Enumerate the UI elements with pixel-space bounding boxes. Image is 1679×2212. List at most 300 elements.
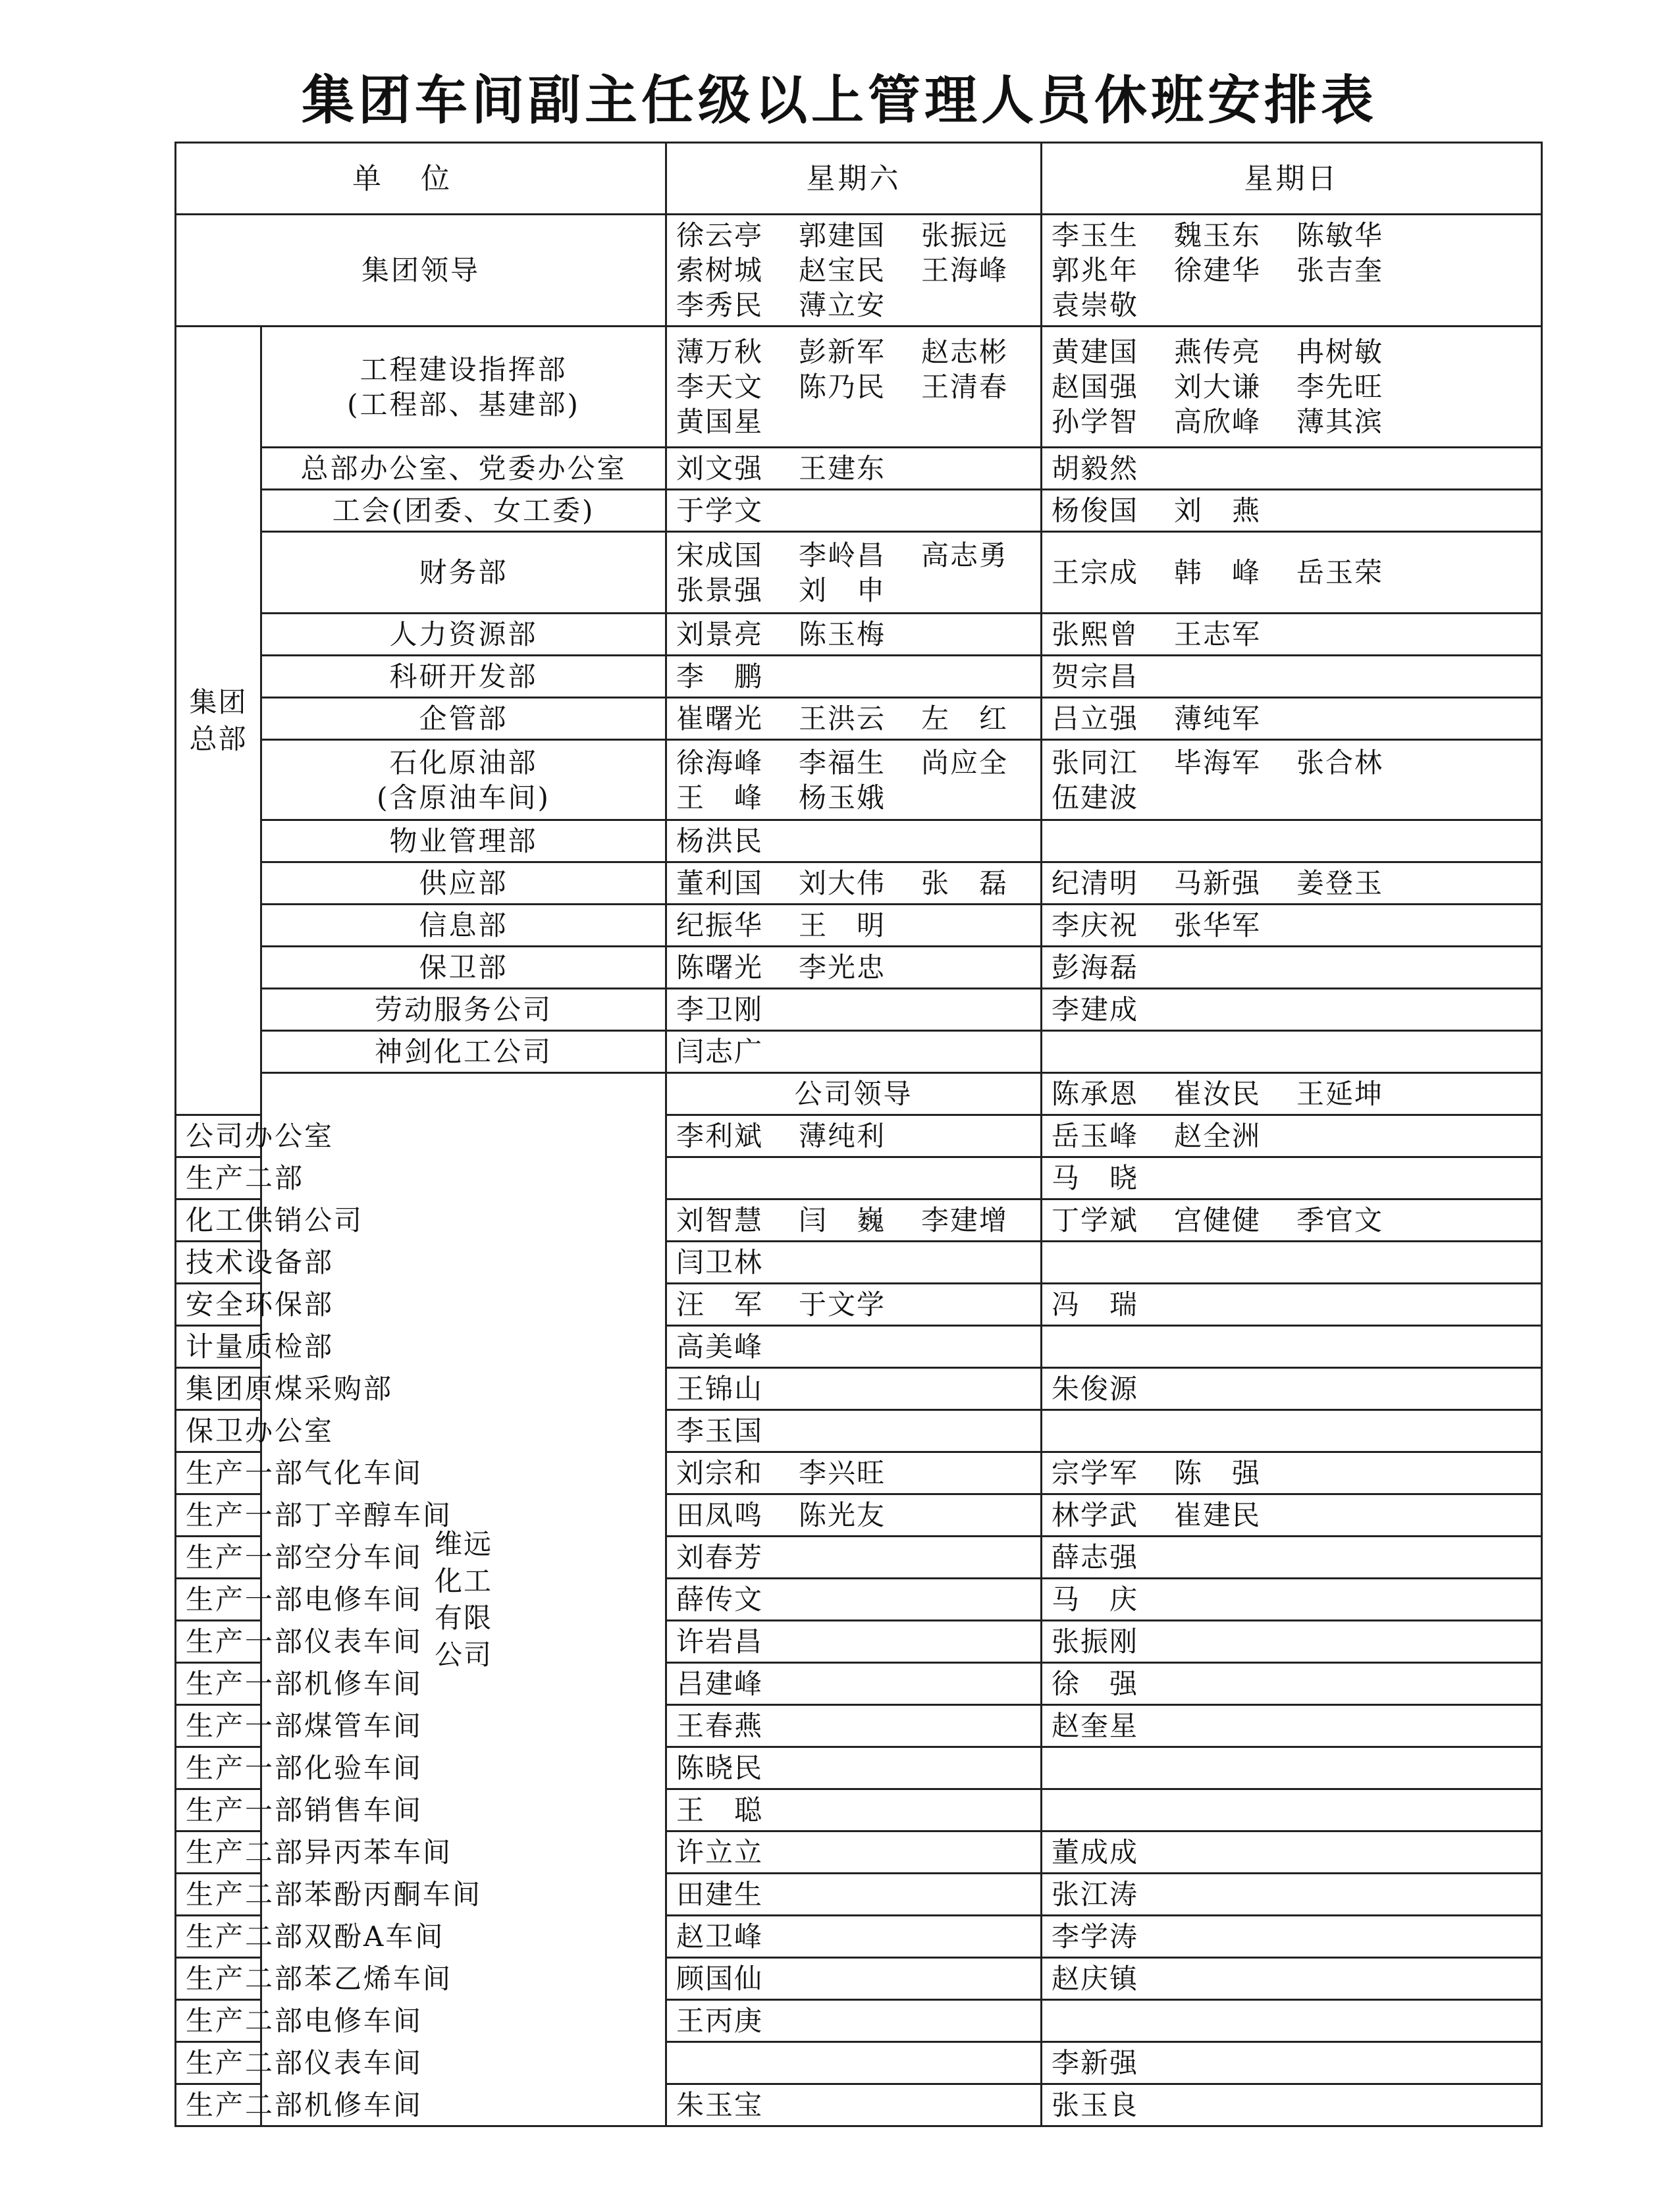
unit-cell: [176, 1537, 423, 1579]
saturday-cell: [666, 740, 1042, 820]
unit-label: 生产二部苯酚丙酮车间: [186, 1878, 483, 1910]
person-name: 刘 燕: [1174, 494, 1262, 527]
person-name: 伍建波: [1052, 781, 1139, 814]
person-name: 董利国: [676, 867, 764, 899]
unit-label: 生产二部双酚A车间: [186, 1920, 445, 1953]
person-name: 李卫刚: [676, 993, 764, 1026]
name-line: [676, 1287, 1031, 1322]
unit-cell: [261, 905, 666, 947]
person-name: 袁崇敬: [1052, 289, 1139, 321]
person-name: 刘大伟: [799, 867, 886, 899]
name-line: [676, 1624, 1031, 1659]
name-line: [676, 659, 1031, 694]
name-line: [1052, 745, 1532, 780]
sunday-cell: [1042, 1831, 1542, 1874]
person-name: 王锦山: [676, 1373, 764, 1405]
saturday-cell: [666, 862, 1042, 905]
person-name: 燕传亮: [1174, 336, 1262, 368]
table-row: [176, 740, 1542, 820]
person-name: 冯 瑞: [1052, 1288, 1139, 1321]
unit-cell: [176, 1705, 423, 1747]
table-row: [176, 2084, 1542, 2126]
saturday-cell: [666, 1199, 1042, 1242]
person-name: 薄纯军: [1174, 702, 1262, 735]
person-name: 赵卫峰: [676, 1920, 764, 1953]
unit-cell: [261, 862, 666, 905]
person-name: 王春燕: [676, 1710, 764, 1742]
unit-label: 技术设备部: [186, 1246, 334, 1278]
saturday-cell: [666, 698, 1042, 740]
unit-cell: [261, 740, 666, 820]
name-line: [676, 1371, 1031, 1406]
page-title: 集团车间副主任级以上管理人员休班安排表: [302, 70, 1377, 131]
table-row: [176, 2042, 1542, 2084]
saturday-cell: [666, 1242, 1042, 1284]
unit-label: (含原油车间): [377, 781, 550, 814]
person-name: 马 庆: [1052, 1583, 1139, 1616]
person-name: 胡毅然: [1052, 452, 1139, 485]
sunday-cell: [1042, 1157, 1542, 1199]
person-name: 于学文: [676, 494, 764, 527]
person-name: 刘大谦: [1174, 371, 1262, 403]
person-name: 张振刚: [1052, 1625, 1139, 1658]
saturday-cell: [666, 947, 1042, 989]
saturday-cell: [666, 1368, 1042, 1410]
unit-cell: [176, 1789, 423, 1831]
name-line: [676, 1498, 1031, 1533]
sunday-cell: [1042, 1874, 1542, 1916]
person-name: 宫健健: [1174, 1204, 1262, 1236]
saturday-cell: [666, 448, 1042, 490]
person-name: 黄国星: [676, 406, 764, 438]
unit-label: (工程部、基建部): [347, 388, 580, 421]
person-name: 王 峰: [676, 781, 764, 814]
person-name: 赵庆镇: [1052, 1962, 1139, 1995]
sunday-cell: [1042, 1031, 1542, 1073]
table-row: [176, 862, 1542, 905]
sunday-cell: [1042, 1747, 1542, 1789]
unit-label: 科研开发部: [389, 660, 538, 693]
unit-cell: [261, 989, 666, 1031]
person-name: 张景强: [676, 573, 764, 606]
unit-label: 生产一部煤管车间: [186, 1710, 423, 1742]
sunday-cell: [1042, 1621, 1542, 1663]
name-line: [676, 2088, 1031, 2122]
table-row: [176, 1073, 1542, 1115]
person-name: 尚应全: [921, 746, 1009, 779]
unit-cell: [176, 1747, 423, 1789]
name-line: [1052, 1287, 1532, 1322]
sunday-cell: [1042, 1199, 1542, 1242]
saturday-cell: [666, 1621, 1042, 1663]
person-name: 闫卫林: [676, 1246, 764, 1278]
sunday-cell: [1042, 1284, 1542, 1326]
sunday-cell: [1042, 862, 1542, 905]
name-line: [1052, 1371, 1532, 1406]
table-row: [176, 1663, 1542, 1705]
person-name: 赵宝民: [799, 254, 886, 286]
unit-label: 生产一部电修车间: [186, 1583, 423, 1616]
name-line: [1052, 1961, 1532, 1996]
person-name: 李学涛: [1052, 1920, 1139, 1953]
person-name: 纪清明: [1052, 867, 1139, 899]
name-line: [676, 253, 1031, 288]
person-name: 陈曙光: [676, 951, 764, 984]
name-line: [1052, 1203, 1532, 1238]
sunday-cell: [1042, 2084, 1542, 2126]
unit-label: 公司领导: [794, 1078, 913, 1110]
unit-cell: [176, 1410, 334, 1452]
table-row: [176, 1579, 1542, 1621]
person-name: 刘春芳: [676, 1541, 764, 1573]
person-name: 王 聪: [676, 1794, 764, 1826]
name-line: [1052, 369, 1532, 404]
person-name: 林学武: [1052, 1499, 1139, 1531]
name-line: [676, 950, 1031, 985]
sunday-cell: [1042, 1368, 1542, 1410]
saturday-cell: [666, 1115, 1042, 1157]
unit-cell: [176, 1874, 483, 1916]
sunday-cell: [1042, 1916, 1542, 1958]
sunday-cell: [1042, 614, 1542, 656]
saturday-cell: [666, 1916, 1042, 1958]
name-line: [676, 493, 1031, 528]
unit-label: 财务部: [419, 556, 508, 589]
sunday-cell: [1042, 2042, 1542, 2084]
name-line: [1052, 334, 1532, 369]
name-line: [676, 1877, 1031, 1912]
person-name: 赵奎星: [1052, 1710, 1139, 1742]
name-line: [1052, 1456, 1532, 1490]
name-line: [1052, 950, 1532, 985]
person-name: 张 磊: [921, 867, 1009, 899]
person-name: 闫 巍: [799, 1204, 886, 1236]
table-row: [176, 698, 1542, 740]
person-name: 纪振华: [676, 909, 764, 941]
person-name: 刘宗和: [676, 1457, 764, 1489]
unit-cell: [176, 1284, 334, 1326]
unit-cell: [261, 532, 666, 614]
name-line: [676, 2003, 1031, 2038]
person-name: 薄纯利: [799, 1120, 886, 1152]
unit-cell: 集团领导: [176, 215, 666, 327]
name-line: [676, 1245, 1031, 1280]
unit-cell: [176, 1494, 453, 1537]
name-line: [676, 824, 1031, 858]
person-name: 陈乃民: [799, 371, 886, 403]
unit-label: 生产二部电修车间: [186, 2005, 423, 2037]
person-name: 薄万秋: [676, 336, 764, 368]
unit-label: 物业管理部: [389, 825, 538, 857]
name-line: [676, 908, 1031, 943]
table-row: [176, 1621, 1542, 1663]
unit-label: 生产一部丁辛醇车间: [186, 1499, 453, 1531]
person-name: 李光忠: [799, 951, 886, 984]
person-name: 陈 强: [1174, 1457, 1262, 1489]
table-row: [176, 215, 1542, 327]
name-line: [1052, 1624, 1532, 1659]
person-name: 高欣峰: [1174, 406, 1262, 438]
name-line: [676, 1582, 1031, 1617]
person-name: 张同江: [1052, 746, 1139, 779]
name-line: [1052, 2088, 1532, 2122]
unit-cell: [176, 1916, 445, 1958]
saturday-cell: [666, 1789, 1042, 1831]
table-row: [176, 448, 1542, 490]
unit-cell: [176, 2000, 423, 2042]
unit-label: 人力资源部: [389, 618, 538, 650]
unit-label: 生产二部仪表车间: [186, 2047, 423, 2079]
unit-label: 化工供销公司: [186, 1204, 364, 1236]
name-line: [676, 617, 1031, 652]
sunday-cell: [1042, 905, 1542, 947]
name-line: [676, 1034, 1031, 1069]
person-name: 李兴旺: [799, 1457, 886, 1489]
name-line: [676, 538, 1031, 573]
saturday-cell: [666, 1958, 1042, 2000]
saturday-cell: [666, 656, 1042, 698]
unit-label: 供应部: [419, 867, 508, 899]
name-line: [1052, 1076, 1532, 1111]
name-line: [676, 1919, 1031, 1954]
unit-cell: [176, 1157, 305, 1199]
unit-cell: [176, 1115, 334, 1157]
person-name: 杨俊国: [1052, 494, 1139, 527]
saturday-cell: [666, 1326, 1042, 1368]
saturday-cell: [666, 1031, 1042, 1073]
person-name: 王延坤: [1296, 1078, 1384, 1110]
saturday-cell: [666, 490, 1042, 532]
table-row: [176, 656, 1542, 698]
person-name: 张熙曾: [1052, 618, 1139, 650]
unit-label: 神剑化工公司: [374, 1036, 552, 1068]
name-line: [1052, 2045, 1532, 2080]
person-name: 张振远: [921, 219, 1009, 251]
table-row: [176, 905, 1542, 947]
unit-label: 生产一部空分车间: [186, 1541, 423, 1573]
person-name: 李 鹏: [676, 660, 764, 693]
table-row: [176, 1031, 1542, 1073]
table-row: [176, 532, 1542, 614]
unit-label: 保卫办公室: [186, 1415, 334, 1447]
person-name: 季官文: [1296, 1204, 1384, 1236]
name-line: [676, 404, 1031, 439]
sunday-cell: [1042, 1410, 1542, 1452]
name-line: [676, 218, 1031, 253]
table-row: [176, 2000, 1542, 2042]
saturday-cell: [666, 1537, 1042, 1579]
person-name: 张玉良: [1052, 2089, 1139, 2121]
person-name: 薛传文: [676, 1583, 764, 1616]
name-line: [1052, 1877, 1532, 1912]
person-name: 姜登玉: [1296, 867, 1384, 899]
unit-cell: [176, 2042, 423, 2084]
saturday-cell: [666, 1747, 1042, 1789]
person-name: 李玉国: [676, 1415, 764, 1447]
sunday-cell: [1042, 1579, 1542, 1621]
name-line: [1052, 555, 1532, 590]
saturday-cell: [666, 1579, 1042, 1621]
unit-cell: [261, 448, 666, 490]
person-name: 徐海峰: [676, 746, 764, 779]
table-row: [176, 1916, 1542, 1958]
saturday-cell: [1042, 1073, 1542, 1115]
person-name: 朱俊源: [1052, 1373, 1139, 1405]
table-row: [176, 1789, 1542, 1831]
name-line: [676, 701, 1031, 736]
header-unit: 单位: [176, 143, 666, 215]
header-saturday: 星期六: [666, 143, 1042, 215]
schedule-body: [176, 215, 1542, 2126]
unit-cell: [176, 1326, 334, 1368]
group-cell: [176, 327, 261, 1115]
saturday-cell: [666, 327, 1042, 448]
schedule-table: [174, 142, 1543, 2127]
person-name: 徐云亭: [676, 219, 764, 251]
person-name: 王海峰: [921, 254, 1009, 286]
person-name: 李利斌: [676, 1120, 764, 1152]
person-name: 吕立强: [1052, 702, 1139, 735]
name-line: [1052, 1161, 1532, 1196]
person-name: 徐建华: [1174, 254, 1262, 286]
unit-label: 石化原油部: [389, 746, 538, 779]
name-line: [1052, 1498, 1532, 1533]
unit-cell: [176, 1621, 423, 1663]
name-line: [676, 451, 1031, 486]
person-name: 张合林: [1296, 746, 1384, 779]
saturday-cell: [666, 1494, 1042, 1537]
unit-label: 保卫部: [419, 951, 508, 984]
unit-cell: [176, 1958, 453, 2000]
person-name: 许岩昌: [676, 1625, 764, 1658]
name-line: [676, 369, 1031, 404]
person-name: 刘文强: [676, 452, 764, 485]
person-name: 刘 申: [799, 573, 886, 606]
name-line: [676, 866, 1031, 901]
name-line: [676, 1413, 1031, 1448]
name-line: [1052, 288, 1532, 323]
saturday-cell: [666, 1452, 1042, 1494]
name-line: [676, 1119, 1031, 1153]
unit-label: 生产二部异丙苯车间: [186, 1836, 453, 1868]
unit-label: 信息部: [419, 909, 508, 941]
unit-label: 总部办公室、党委办公室: [300, 452, 627, 485]
unit-cell: [261, 1031, 666, 1073]
table-row: [176, 490, 1542, 532]
person-name: 韩 峰: [1174, 556, 1262, 589]
table-row: [176, 1494, 1542, 1537]
person-name: 于文学: [799, 1288, 886, 1321]
name-line: [1052, 218, 1532, 253]
saturday-cell: [666, 820, 1042, 862]
unit-cell: [666, 1073, 1042, 1115]
unit-cell: [261, 820, 666, 862]
person-name: 李建增: [921, 1204, 1009, 1236]
person-name: 崔建民: [1174, 1499, 1262, 1531]
person-name: 闫志广: [676, 1036, 764, 1068]
group-label: 公司: [434, 1638, 493, 1671]
saturday-cell: [666, 2042, 1042, 2084]
person-name: 李新强: [1052, 2047, 1139, 2079]
person-name: 王清春: [921, 371, 1009, 403]
sunday-cell: [1042, 2000, 1542, 2042]
saturday-cell: [666, 989, 1042, 1031]
group-label: 维远: [434, 1527, 493, 1560]
saturday-cell: [666, 215, 1042, 327]
name-line: [676, 992, 1031, 1027]
person-name: 孙学智: [1052, 406, 1139, 438]
person-name: 王洪云: [799, 702, 886, 735]
name-line: [676, 745, 1031, 780]
person-name: 薄立安: [799, 289, 886, 321]
unit-cell: [176, 1663, 423, 1705]
person-name: 李天文: [676, 371, 764, 403]
person-name: 宋成国: [676, 539, 764, 571]
person-name: 左 红: [921, 702, 1009, 735]
sunday-cell: [1042, 1494, 1542, 1537]
person-name: 薛志强: [1052, 1541, 1139, 1573]
saturday-cell: [666, 1831, 1042, 1874]
unit-label: 劳动服务公司: [374, 993, 552, 1026]
person-name: 岳玉峰: [1052, 1120, 1139, 1152]
saturday-cell: [666, 1284, 1042, 1326]
name-line: [1052, 1119, 1532, 1153]
unit-label: 生产一部机修车间: [186, 1668, 423, 1700]
unit-cell: [261, 698, 666, 740]
saturday-cell: [666, 1410, 1042, 1452]
person-name: 王 明: [799, 909, 886, 941]
name-line: [676, 334, 1031, 369]
unit-label: 安全环保部: [186, 1288, 334, 1321]
person-name: 王宗成: [1052, 556, 1139, 589]
unit-cell: [176, 1368, 394, 1410]
sunday-cell: [1042, 1663, 1542, 1705]
saturday-cell: [666, 1705, 1042, 1747]
person-name: 许立立: [676, 1836, 764, 1868]
saturday-cell: [666, 1663, 1042, 1705]
unit-label: 集团原煤采购部: [186, 1373, 394, 1405]
name-line: [1052, 1708, 1532, 1743]
name-line: [1052, 866, 1532, 901]
sunday-cell: [1042, 1326, 1542, 1368]
unit-label: 工程建设指挥部: [360, 353, 568, 386]
unit-cell: [261, 947, 666, 989]
sunday-cell: [1042, 989, 1542, 1031]
person-name: 刘智慧: [676, 1204, 764, 1236]
person-name: 马 晓: [1052, 1162, 1139, 1194]
person-name: 张江涛: [1052, 1878, 1139, 1910]
person-name: 吕建峰: [676, 1668, 764, 1700]
table-row: [176, 1874, 1542, 1916]
person-name: 陈敏华: [1296, 219, 1384, 251]
person-name: 王建东: [799, 452, 886, 485]
name-line: [1052, 253, 1532, 288]
person-name: 索树城: [676, 254, 764, 286]
sunday-cell: [1042, 532, 1542, 614]
person-name: 崔曙光: [676, 702, 764, 735]
person-name: 张吉奎: [1296, 254, 1384, 286]
sunday-cell: [1042, 1705, 1542, 1747]
person-name: 李岭昌: [799, 539, 886, 571]
person-name: 陈玉梅: [799, 618, 886, 650]
unit-cell: [176, 1199, 364, 1242]
person-name: 毕海军: [1174, 746, 1262, 779]
person-name: 贺宗昌: [1052, 660, 1139, 693]
group-label: 化工: [434, 1564, 493, 1597]
table-row: [176, 327, 1542, 448]
table-row: [176, 1958, 1542, 2000]
name-line: [676, 573, 1031, 608]
